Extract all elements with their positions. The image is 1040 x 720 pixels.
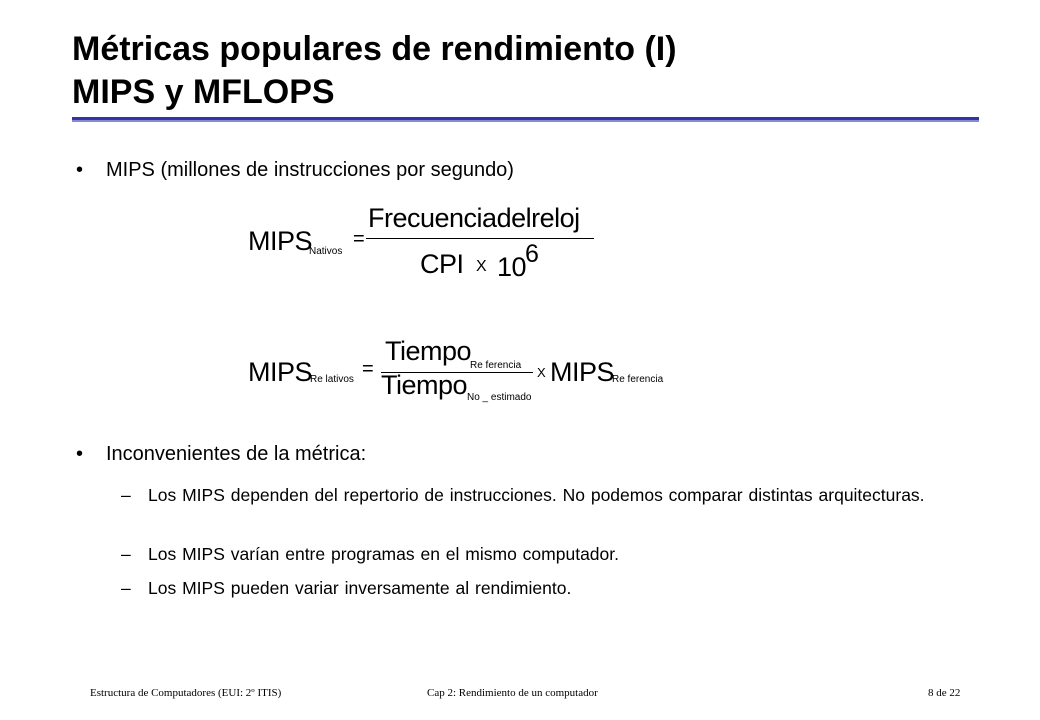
subitem-dash: – [121,544,131,564]
subitem-inversamente-text: Los MIPS pueden variar inversamente al rendimiento. [148,578,572,598]
formula2-lhs: MIPS [248,357,313,387]
formula1-den-cpi: CPI [420,249,464,279]
formula2-fraction-line [381,372,533,373]
formula2-lhs-sub: Re lativos [310,374,354,385]
subitem-dash: – [121,578,131,598]
subitem-dash: – [121,485,131,505]
slide-title [72,28,677,114]
formula1-den-exp: 6 [525,240,539,268]
footer-course: Estructura de Computadores (EUI: 2º ITIS) [90,687,282,699]
formula2-rhs: MIPS [550,357,615,387]
subitem-programas [121,541,978,567]
formula2-den-sub: No _ estimado [467,392,532,403]
formula2-times: X [537,365,546,380]
bullet-mips [76,158,514,182]
footer-page-number: 8 de 22 [928,687,961,699]
subitem-programas-text: Los MIPS varían entre programas en el mismo computador. [148,544,619,564]
formula1-equals: = [353,228,365,250]
formula2-num-sub: Re ferencia [470,360,522,371]
slide-title-line2: MIPS y MFLOPS [72,73,335,111]
formula1-lhs-sub: Nativos [309,246,343,257]
formula1-numerator: Frecuenciadelreloj [368,203,580,233]
formula1-den-times: X [476,258,487,275]
subitem-repertorio [121,482,978,508]
bullet-inconvenientes [76,442,367,466]
formula2-den: Tiempo [381,370,468,400]
formula1-lhs: MIPS [248,226,313,256]
subitem-inversamente [121,575,978,601]
formula1-fraction-line [366,238,594,239]
formula1-den-ten: 10 [497,252,527,282]
bullet-dot: • [76,159,84,181]
subitem-repertorio-text: Los MIPS dependen del repertorio de instrucciones. No podemos comparar distintas arquitecturas. [148,485,925,505]
bullet-dot: • [76,443,84,465]
formula2-rhs-sub: Re ferencia [612,374,664,385]
bullet-mips-text: MIPS (millones de instrucciones por segundo) [106,159,514,181]
formula2-equals: = [362,358,374,380]
formula2-num: Tiempo [385,336,472,366]
bullet-inconvenientes-text: Inconvenientes de la métrica: [106,443,367,465]
slide-title-line1: Métricas populares de rendimiento (I) [72,30,677,68]
title-underline [72,117,979,122]
footer-chapter: Cap 2: Rendimiento de un computador [427,687,598,699]
